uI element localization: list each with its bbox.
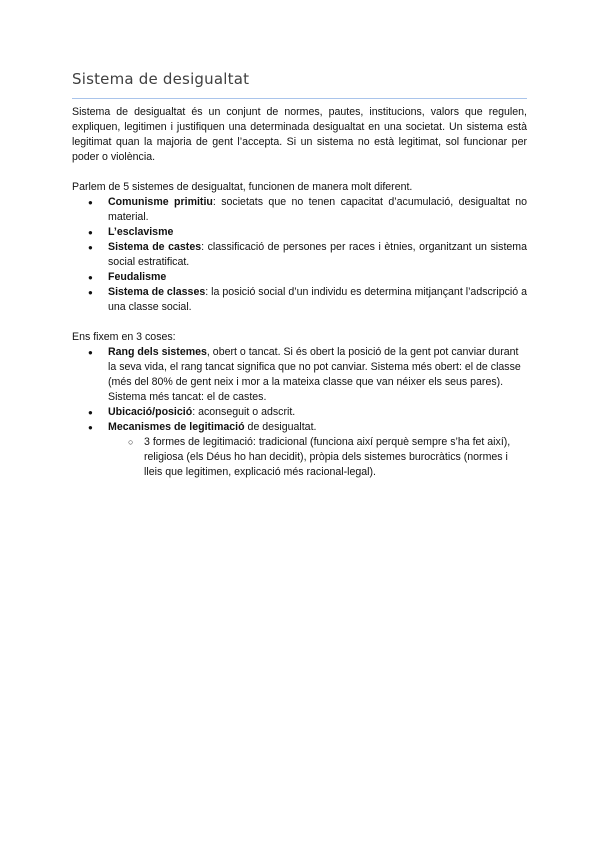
item-text: : classificació de persones per races i ètnies, organitzant un sistema social estratificat. xyxy=(108,241,527,268)
item-text: : la posició social d’un individu es determina mitjançant l’adscripció a una classe social. xyxy=(108,286,527,313)
list-item xyxy=(72,285,527,315)
list-item xyxy=(72,195,527,225)
item-term: Ubicació/posició xyxy=(108,406,193,418)
item-text: , obert o tancat. Si és obert la posició de la gent pot canviar durant la seva vida, el rang tancat significa que no pot canviar. Sistema més obert: el de classe (més del 80% de gent neix i mor a la mateixa classe que van néixer els seus pares). Sistema més tancat: el de castes. xyxy=(108,346,521,403)
item-text: de desigualtat. xyxy=(244,421,317,433)
document-body xyxy=(72,105,527,480)
spacer xyxy=(72,165,527,180)
item-term: Feudalisme xyxy=(108,271,167,283)
item-text: : aconseguit o adscrit. xyxy=(192,406,296,418)
sublist-item: ○ 3 formes de legitimació: tradicional (funciona així perquè sempre s’ha fet així), religiosa (els Déus ho han decidit), pròpia dels sistemes burocràtics (normes i lleis que legitimen, explicació més racional-legal). xyxy=(108,435,527,480)
item-text: : societats que no tenen capacitat d’acumulació, desigualtat no material. xyxy=(108,196,527,223)
item-term: Rang dels sistemes xyxy=(108,346,207,358)
item-term: Mecanismes de legitimació xyxy=(108,421,245,433)
intro-paragraph: Sistema de desigualtat és un conjunt de normes, pautes, institucions, valors que regulen, expliquen, legitimen i justifiquen una determinada desigualtat en una societat. Un sistema està legitimat quan la majoria de gent l’accepta. Si un sistema no està legitimat, sol funcionar per poder o violència. xyxy=(72,106,527,163)
aspects-list xyxy=(72,345,527,480)
spacer xyxy=(72,315,527,330)
item-term: Sistema de castes xyxy=(108,241,202,253)
list-item xyxy=(72,240,527,270)
systems-lead: Parlem de 5 sistemes de desigualtat, funcionen de manera molt diferent. xyxy=(72,181,413,193)
aspects-lead: Ens fixem en 3 coses: xyxy=(72,331,176,343)
list-item xyxy=(72,225,527,240)
item-term: Sistema de classes xyxy=(108,286,206,298)
list-item xyxy=(72,270,527,285)
list-item xyxy=(72,420,527,480)
item-term: Comunisme primitiu xyxy=(108,196,213,208)
list-item xyxy=(72,345,527,405)
page-title: Sistema de desigualtat xyxy=(72,70,250,88)
legitimation-sublist xyxy=(108,435,527,480)
title-divider xyxy=(72,98,527,99)
item-term: L’esclavisme xyxy=(108,226,174,238)
list-item xyxy=(72,405,527,420)
systems-list xyxy=(72,195,527,315)
